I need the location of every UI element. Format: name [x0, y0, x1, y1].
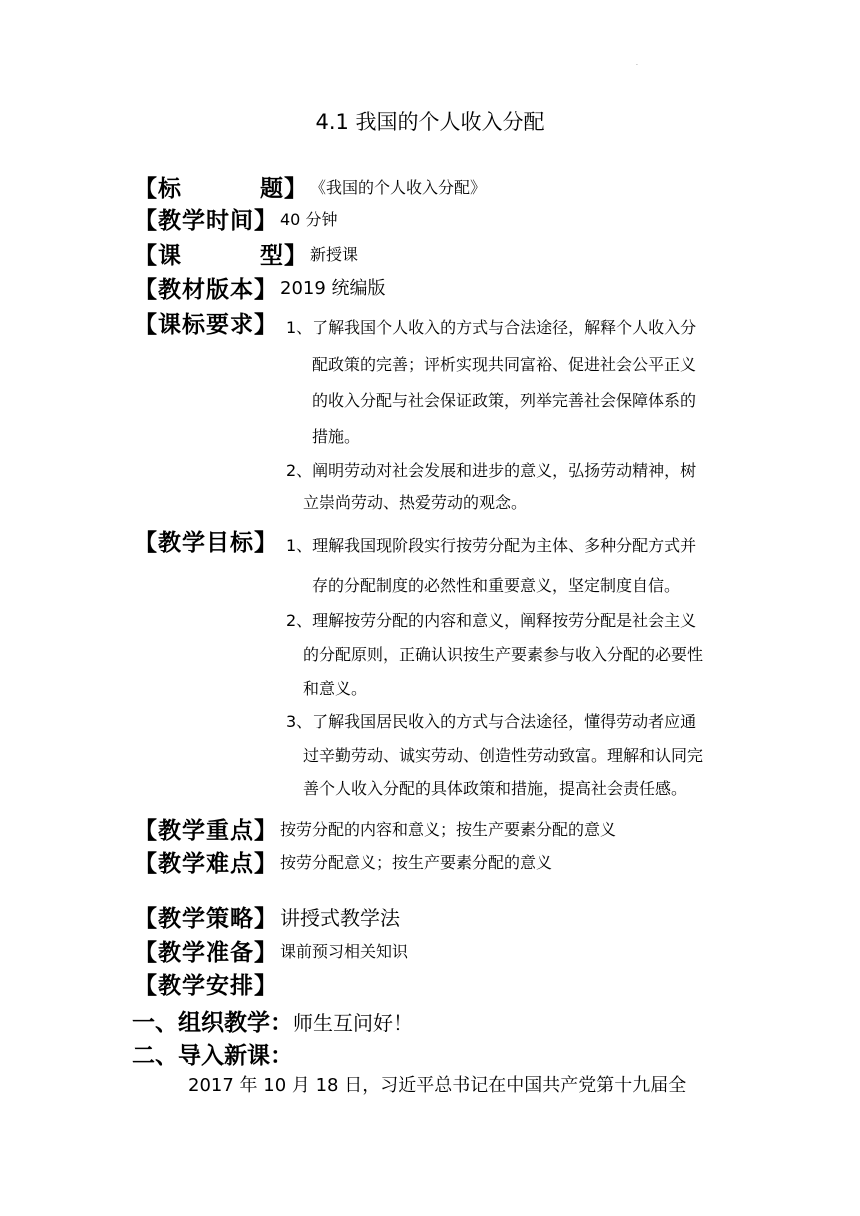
edition-label: 【教材版本】 — [134, 276, 278, 303]
page-title: 4.1 我国的个人收入分配 — [315, 110, 545, 134]
standard-line: 的收入分配与社会保证政策，列举完善社会保障体系的 — [312, 391, 697, 410]
goal-line: 和意义。 — [303, 679, 368, 698]
type-value: 新授课 — [310, 244, 359, 264]
field-time — [134, 202, 337, 234]
standard-line: 配政策的完善；评析实现共同富裕、促进社会公平正义 — [312, 355, 697, 374]
section-intro-label: 二、导入新课： — [132, 1043, 293, 1069]
section-intro — [132, 1037, 293, 1070]
section-organize — [132, 1004, 413, 1037]
field-title — [134, 170, 486, 202]
goal-line: 善个人收入分配的具体政策和措施，提高社会责任感。 — [303, 779, 688, 798]
key-value: 按劳分配的内容和意义；按生产要素分配的意义 — [280, 819, 617, 839]
arrange-label: 【教学安排】 — [134, 972, 278, 999]
page-dot: . — [636, 60, 638, 67]
type-label: 【课 型】 — [134, 242, 309, 269]
field-strategy — [134, 900, 400, 932]
field-difficulty — [134, 845, 552, 877]
field-goals — [134, 524, 278, 556]
goal-line: 2、理解按劳分配的内容和意义，阐释按劳分配是社会主义 — [286, 611, 697, 630]
goal-line: 过辛勤劳动、诚实劳动、创造性劳动致富。理解和认同完 — [303, 746, 704, 765]
time-value: 40 分钟 — [280, 209, 338, 229]
prep-value: 课前预习相关知识 — [280, 941, 409, 961]
field-arrange — [134, 967, 278, 999]
key-label: 【教学重点】 — [134, 817, 278, 844]
goal-line: 1、理解我国现阶段实行按劳分配为主体、多种分配方式并 — [286, 536, 697, 555]
title-value: 《我国的个人收入分配》 — [310, 177, 487, 197]
strategy-value: 讲授式教学法 — [280, 905, 400, 930]
goal-line: 3、了解我国居民收入的方式与合法途径，懂得劳动者应通 — [286, 712, 697, 731]
goal-line: 存的分配制度的必然性和重要意义，坚定制度自信。 — [312, 576, 681, 595]
goals-label: 【教学目标】 — [134, 529, 278, 556]
difficulty-label: 【教学难点】 — [134, 850, 278, 877]
standard-line: 1、了解我国个人收入的方式与合法途径，解释个人收入分 — [286, 318, 697, 337]
field-edition — [134, 271, 386, 303]
difficulty-value: 按劳分配意义；按生产要素分配的意义 — [280, 852, 553, 872]
standard-line: 2、阐明劳动对社会发展和进步的意义，弘扬劳动精神，树 — [286, 461, 697, 480]
section-organize-label: 一、组织教学： — [132, 1010, 293, 1036]
title-label: 【标 题】 — [134, 175, 309, 202]
standard-line: 立崇尚劳动、热爱劳动的观念。 — [303, 493, 528, 512]
standard-line: 措施。 — [312, 427, 361, 446]
field-prep — [134, 934, 408, 966]
body-paragraph: 2017 年 10 月 18 日，习近平总书记在中国共产党第十九届全 — [188, 1075, 687, 1096]
goal-line: 的分配原则，正确认识按生产要素参与收入分配的必要性 — [303, 645, 704, 664]
edition-value: 2019 统编版 — [280, 278, 386, 299]
field-standard — [134, 306, 278, 338]
time-label: 【教学时间】 — [134, 207, 278, 234]
field-key — [134, 812, 616, 844]
field-type — [134, 237, 358, 269]
section-organize-value: 师生互问好！ — [293, 1011, 413, 1035]
strategy-label: 【教学策略】 — [134, 905, 278, 932]
standard-label: 【课标要求】 — [134, 311, 278, 338]
prep-label: 【教学准备】 — [134, 939, 278, 966]
